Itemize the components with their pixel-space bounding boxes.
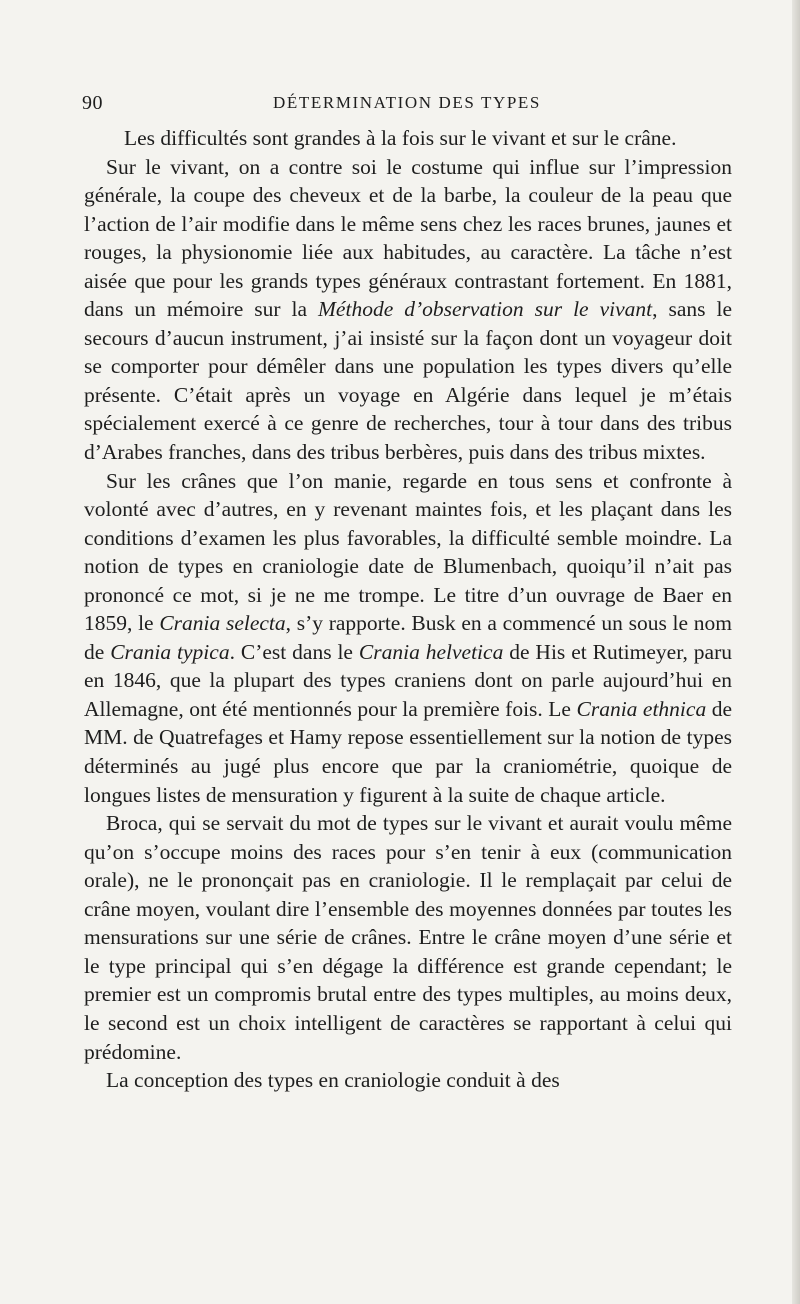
- text-segment: Sur les crânes que l’on manie, regarde en tous sens et confronte à volonté avec d’autres, en y revenant maintes fois, et les plaçant dans les conditions d’examen les plus favorables, la difficulté semble moindre. La notion de types en craniologie date de Blumenbach, quoiqu’il n’ait pas prononcé ce mot, si je ne me trompe. Le titre d’un ouvrage de Baer en 1859, le: [84, 468, 732, 636]
- text-segment: de His et Rutimeyer, paru en 1846, que la plupart des types craniens dont on parle aujourd’hui en Allemagne, ont été mentionnés pour la première fois. Le: [84, 639, 733, 721]
- page-number: 90: [82, 92, 103, 114]
- text-segment: Broca, qui se servait du mot de types sur le vivant et aurait voulu même qu’on s’occupe moins des races pour s’en tenir à eux (communication orale), ne le prononçait pas en craniologie. Il le remplaçait par celui de crâne moyen, voulant dire l’ensemble des moyennes données par toutes les mensurations sur une série de crânes. Entre le crâne moyen d’une série et le type principal qui s’en dégage la différence est grande cependant; le premier est un compromis brutal entre des types multiples, au moins deux, le second est un choix intelligent de caractères se rapportant à celui qui prédomine.: [84, 811, 732, 1064]
- text-segment: de MM. de Quatrefages et Hamy repose essentiellement sur la notion de types déterminés au jugé plus encore que par la craniométrie, quoique de longues listes de mensuration y figurent à la suite de chaque article.: [84, 696, 732, 807]
- page-edge-shadow: [792, 0, 800, 1304]
- page-header: [82, 92, 732, 122]
- text-segment: La conception des types en craniologie conduit à des: [106, 1068, 560, 1093]
- paragraph-3: [84, 467, 732, 810]
- paragraph-5: [84, 1066, 732, 1095]
- text-segment: Les difficultés sont grandes à la fois sur le vivant et sur le crâne.: [124, 126, 677, 150]
- italic-title-crania-ethnica: Crania ethnica: [576, 696, 707, 721]
- paragraph-1: [84, 124, 732, 153]
- italic-title-methode: Méthode d’observation sur le vivant: [318, 297, 653, 322]
- paragraph-4: [84, 809, 732, 1066]
- text-segment: Sur le vivant, on a contre soi le costume qui influe sur l’impression générale, la coupe des cheveux et de la barbe, la couleur de la peau que l’action de l’air modifie dans le même sens chez les races brunes, jaunes et rouges, la physionomie liée aux habitudes, au caractère. La tâche n’est aisée que pour les grands types généraux contrastant fortement. En 1881, dans un mémoire sur la: [84, 154, 732, 322]
- text-segment: , s’y rapporte. Busk en a commencé un sous le nom de: [84, 611, 732, 664]
- body-text: [84, 124, 732, 1095]
- text-segment: , sans le secours d’aucun instrument, j’ai insisté sur la façon dont un voyageur doit se comporter pour démêler dans une population les types divers qu’elle présente. C’était après un voyage en Algérie dans lequel je m’étais spécialement exercé à ce genre de recherches, tour à tour dans des tribus d’Arabes franches, dans des tribus berbères, puis dans des tribus mixtes.: [84, 297, 732, 465]
- text-segment: . C’est dans le: [229, 639, 359, 664]
- running-title: DÉTERMINATION DES TYPES: [273, 93, 541, 112]
- italic-title-crania-typica: Crania typica: [110, 639, 230, 664]
- italic-title-crania-selecta: Crania selecta: [159, 611, 286, 636]
- italic-title-crania-helvetica: Crania helvetica: [358, 639, 504, 664]
- paragraph-2: [84, 153, 732, 467]
